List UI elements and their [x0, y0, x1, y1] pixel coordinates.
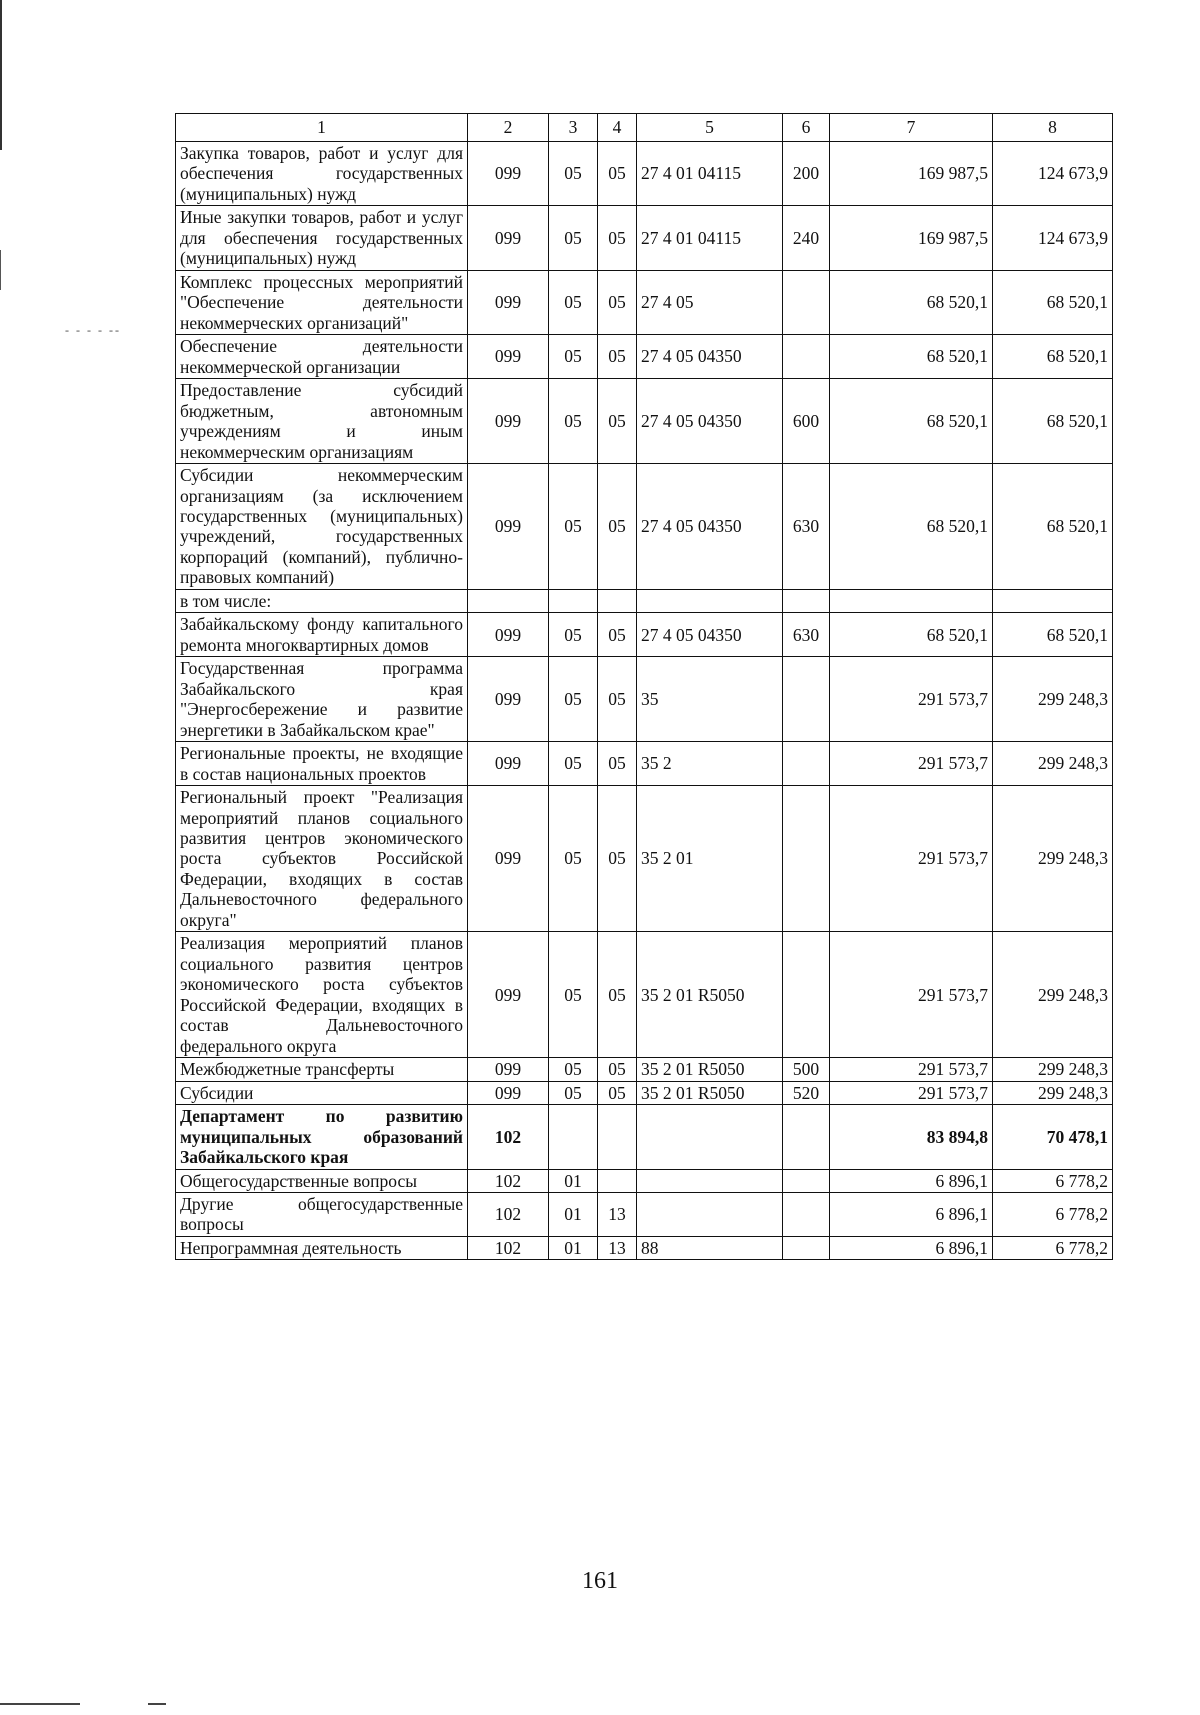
header-cell-7: 7: [830, 114, 993, 142]
target-article-cell: 35 2 01 R5050: [637, 932, 783, 1058]
table-row: [176, 1192, 1113, 1236]
expense-type-cell: [783, 932, 830, 1058]
amount-year2-cell: 70 478,1: [993, 1105, 1113, 1169]
subsection-code-cell: 05: [598, 932, 637, 1058]
target-article-cell: 27 4 05 04350: [637, 335, 783, 379]
target-article-cell: 27 4 01 04115: [637, 206, 783, 270]
target-article-cell: 35 2 01: [637, 786, 783, 932]
target-article-cell: 27 4 05 04350: [637, 379, 783, 464]
subsection-code-cell: 05: [598, 206, 637, 270]
amount-year2-cell: 68 520,1: [993, 613, 1113, 657]
amount-year1-cell: 68 520,1: [830, 379, 993, 464]
expense-type-cell: [783, 786, 830, 932]
table-row: [176, 142, 1113, 206]
subsection-code-cell: [598, 1169, 637, 1192]
amount-year2-cell: 299 248,3: [993, 657, 1113, 742]
subsection-code-cell: 13: [598, 1192, 637, 1236]
header-cell-2: 2: [468, 114, 549, 142]
expense-type-cell: 630: [783, 613, 830, 657]
expense-type-cell: [783, 1192, 830, 1236]
expense-type-cell: [783, 335, 830, 379]
ministry-code-cell: 102: [468, 1105, 549, 1169]
subsection-code-cell: 05: [598, 270, 637, 334]
row-name-cell: Комплекс процессных мероприятий "Обеспечение деятельности некоммерческих организаций": [176, 270, 468, 334]
ministry-code-cell: 099: [468, 206, 549, 270]
header-cell-8: 8: [993, 114, 1113, 142]
expense-type-cell: [783, 742, 830, 786]
target-article-cell: [637, 589, 783, 612]
target-article-cell: [637, 1105, 783, 1169]
table-row: [176, 1081, 1113, 1104]
amount-year1-cell: 68 520,1: [830, 335, 993, 379]
table-body: [176, 114, 1113, 1260]
ministry-code-cell: 099: [468, 657, 549, 742]
table-row: [176, 613, 1113, 657]
expense-type-cell: [783, 657, 830, 742]
row-name-cell: Департамент по развитию муниципальных образований Забайкальского края: [176, 1105, 468, 1169]
amount-year2-cell: 124 673,9: [993, 142, 1113, 206]
amount-year1-cell: 291 573,7: [830, 786, 993, 932]
section-code-cell: 05: [549, 379, 598, 464]
expense-type-cell: 520: [783, 1081, 830, 1104]
section-code-cell: 01: [549, 1236, 598, 1259]
amount-year1-cell: 169 987,5: [830, 206, 993, 270]
amount-year1-cell: [830, 589, 993, 612]
ministry-code-cell: 099: [468, 464, 549, 590]
scan-bottom-line: [0, 1703, 80, 1705]
subsection-code-cell: 05: [598, 742, 637, 786]
expense-type-cell: [783, 589, 830, 612]
expense-type-cell: [783, 1105, 830, 1169]
amount-year2-cell: [993, 589, 1113, 612]
ministry-code-cell: 099: [468, 786, 549, 932]
section-code-cell: 05: [549, 142, 598, 206]
amount-year2-cell: 299 248,3: [993, 742, 1113, 786]
subsection-code-cell: 05: [598, 464, 637, 590]
ministry-code-cell: 099: [468, 742, 549, 786]
amount-year1-cell: 6 896,1: [830, 1236, 993, 1259]
amount-year1-cell: 291 573,7: [830, 1081, 993, 1104]
target-article-cell: [637, 1169, 783, 1192]
scan-bottom-line: [148, 1703, 166, 1705]
target-article-cell: 35 2 01 R5050: [637, 1081, 783, 1104]
page-number: 161: [582, 1568, 618, 1594]
subsection-code-cell: 05: [598, 142, 637, 206]
section-code-cell: [549, 1105, 598, 1169]
amount-year2-cell: 6 778,2: [993, 1236, 1113, 1259]
subsection-code-cell: [598, 589, 637, 612]
target-article-cell: 27 4 05 04350: [637, 613, 783, 657]
subsection-code-cell: 05: [598, 1058, 637, 1081]
section-code-cell: 05: [549, 657, 598, 742]
ministry-code-cell: 099: [468, 270, 549, 334]
table-row: [176, 932, 1113, 1058]
scan-margin-line: [0, 250, 1, 290]
amount-year2-cell: 68 520,1: [993, 335, 1113, 379]
ministry-code-cell: 099: [468, 1058, 549, 1081]
amount-year1-cell: 6 896,1: [830, 1169, 993, 1192]
section-code-cell: 05: [549, 1058, 598, 1081]
header-cell-1: 1: [176, 114, 468, 142]
section-code-cell: 05: [549, 1081, 598, 1104]
amount-year1-cell: 68 520,1: [830, 464, 993, 590]
section-code-cell: 05: [549, 464, 598, 590]
row-name-cell: Иные закупки товаров, работ и услуг для обеспечения государственных (муниципальных) нужд: [176, 206, 468, 270]
table-row: [176, 742, 1113, 786]
row-name-cell: Субсидии некоммерческим организациям (за исключением государственных (муниципальных) учреждений, государственных корпораций (компаний), публично-правовых компаний): [176, 464, 468, 590]
target-article-cell: 27 4 05 04350: [637, 464, 783, 590]
amount-year2-cell: 6 778,2: [993, 1169, 1113, 1192]
table-row: [176, 657, 1113, 742]
section-code-cell: 05: [549, 742, 598, 786]
section-code-cell: 01: [549, 1169, 598, 1192]
row-name-cell: Забайкальскому фонду капитального ремонта многоквартирных домов: [176, 613, 468, 657]
subsection-code-cell: 05: [598, 613, 637, 657]
amount-year2-cell: 299 248,3: [993, 1058, 1113, 1081]
expense-type-cell: 240: [783, 206, 830, 270]
ministry-code-cell: 099: [468, 613, 549, 657]
expense-type-cell: 600: [783, 379, 830, 464]
amount-year1-cell: 291 573,7: [830, 1058, 993, 1081]
header-cell-5: 5: [637, 114, 783, 142]
subsection-code-cell: 05: [598, 335, 637, 379]
expense-type-cell: [783, 1169, 830, 1192]
subsection-code-cell: 05: [598, 786, 637, 932]
target-article-cell: 35 2 01 R5050: [637, 1058, 783, 1081]
table-row: [176, 1236, 1113, 1259]
section-code-cell: 05: [549, 786, 598, 932]
section-code-cell: 05: [549, 613, 598, 657]
table-row: [176, 786, 1113, 932]
row-name-cell: Предоставление субсидий бюджетным, автономным учреждениям и иным некоммерческим организациям: [176, 379, 468, 464]
subsection-code-cell: 13: [598, 1236, 637, 1259]
target-article-cell: 27 4 01 04115: [637, 142, 783, 206]
row-name-cell: Обеспечение деятельности некоммерческой организации: [176, 335, 468, 379]
table-row: [176, 270, 1113, 334]
amount-year1-cell: 68 520,1: [830, 270, 993, 334]
table-row: [176, 206, 1113, 270]
ministry-code-cell: [468, 589, 549, 612]
amount-year1-cell: 169 987,5: [830, 142, 993, 206]
table-row: [176, 464, 1113, 590]
target-article-cell: [637, 1192, 783, 1236]
target-article-cell: 88: [637, 1236, 783, 1259]
subsection-code-cell: [598, 1105, 637, 1169]
amount-year1-cell: 291 573,7: [830, 657, 993, 742]
amount-year1-cell: 83 894,8: [830, 1105, 993, 1169]
expense-type-cell: [783, 270, 830, 334]
row-name-cell: Региональные проекты, не входящие в состав национальных проектов: [176, 742, 468, 786]
section-code-cell: 05: [549, 932, 598, 1058]
section-code-cell: 01: [549, 1192, 598, 1236]
table-row: [176, 335, 1113, 379]
amount-year2-cell: 299 248,3: [993, 786, 1113, 932]
target-article-cell: 27 4 05: [637, 270, 783, 334]
subsection-code-cell: 05: [598, 1081, 637, 1104]
expense-type-cell: 200: [783, 142, 830, 206]
amount-year1-cell: 68 520,1: [830, 613, 993, 657]
row-name-cell: Другие общегосударственные вопросы: [176, 1192, 468, 1236]
row-name-cell: Региональный проект "Реализация мероприятий планов социального развития центров экономического роста субъектов Российской Федерации, входящих в состав Дальневосточного федерального округа": [176, 786, 468, 932]
expense-type-cell: [783, 1236, 830, 1259]
table-row: [176, 589, 1113, 612]
ministry-code-cell: 099: [468, 379, 549, 464]
section-code-cell: [549, 589, 598, 612]
row-name-cell: Государственная программа Забайкальского края "Энергосбережение и развитие энергетики в Забайкальском крае": [176, 657, 468, 742]
amount-year2-cell: 124 673,9: [993, 206, 1113, 270]
amount-year2-cell: 299 248,3: [993, 932, 1113, 1058]
row-name-cell: в том числе:: [176, 589, 468, 612]
table-row: [176, 1169, 1113, 1192]
scan-artifact-dashes: ‐ ‐ ‐ ‐ ‐‐: [65, 323, 121, 337]
ministry-code-cell: 099: [468, 1081, 549, 1104]
section-code-cell: 05: [549, 206, 598, 270]
amount-year1-cell: 6 896,1: [830, 1192, 993, 1236]
row-name-cell: Субсидии: [176, 1081, 468, 1104]
row-name-cell: Закупка товаров, работ и услуг для обеспечения государственных (муниципальных) нужд: [176, 142, 468, 206]
amount-year1-cell: 291 573,7: [830, 932, 993, 1058]
expense-type-cell: 630: [783, 464, 830, 590]
amount-year2-cell: 68 520,1: [993, 270, 1113, 334]
amount-year2-cell: 68 520,1: [993, 379, 1113, 464]
section-code-cell: 05: [549, 335, 598, 379]
subsection-code-cell: 05: [598, 379, 637, 464]
amount-year2-cell: 68 520,1: [993, 464, 1113, 590]
ministry-code-cell: 102: [468, 1169, 549, 1192]
amount-year2-cell: 299 248,3: [993, 1081, 1113, 1104]
ministry-code-cell: 099: [468, 335, 549, 379]
scan-margin-line: [0, 0, 2, 150]
expense-type-cell: 500: [783, 1058, 830, 1081]
header-cell-6: 6: [783, 114, 830, 142]
row-name-cell: Непрограммная деятельность: [176, 1236, 468, 1259]
header-cell-3: 3: [549, 114, 598, 142]
target-article-cell: 35 2: [637, 742, 783, 786]
table-row: [176, 379, 1113, 464]
header-cell-4: 4: [598, 114, 637, 142]
row-name-cell: Реализация мероприятий планов социального развития центров экономического роста субъектов Российской Федерации, входящих в состав Дальневосточного федерального округа: [176, 932, 468, 1058]
amount-year1-cell: 291 573,7: [830, 742, 993, 786]
ministry-code-cell: 102: [468, 1236, 549, 1259]
ministry-code-cell: 102: [468, 1192, 549, 1236]
budget-table: [175, 113, 1113, 1260]
subsection-code-cell: 05: [598, 657, 637, 742]
table-row: [176, 1058, 1113, 1081]
row-name-cell: Общегосударственные вопросы: [176, 1169, 468, 1192]
ministry-code-cell: 099: [468, 142, 549, 206]
section-code-cell: 05: [549, 270, 598, 334]
ministry-code-cell: 099: [468, 932, 549, 1058]
amount-year2-cell: 6 778,2: [993, 1192, 1113, 1236]
table-row: [176, 1105, 1113, 1169]
target-article-cell: 35: [637, 657, 783, 742]
row-name-cell: Межбюджетные трансферты: [176, 1058, 468, 1081]
header-row: [176, 114, 1113, 142]
